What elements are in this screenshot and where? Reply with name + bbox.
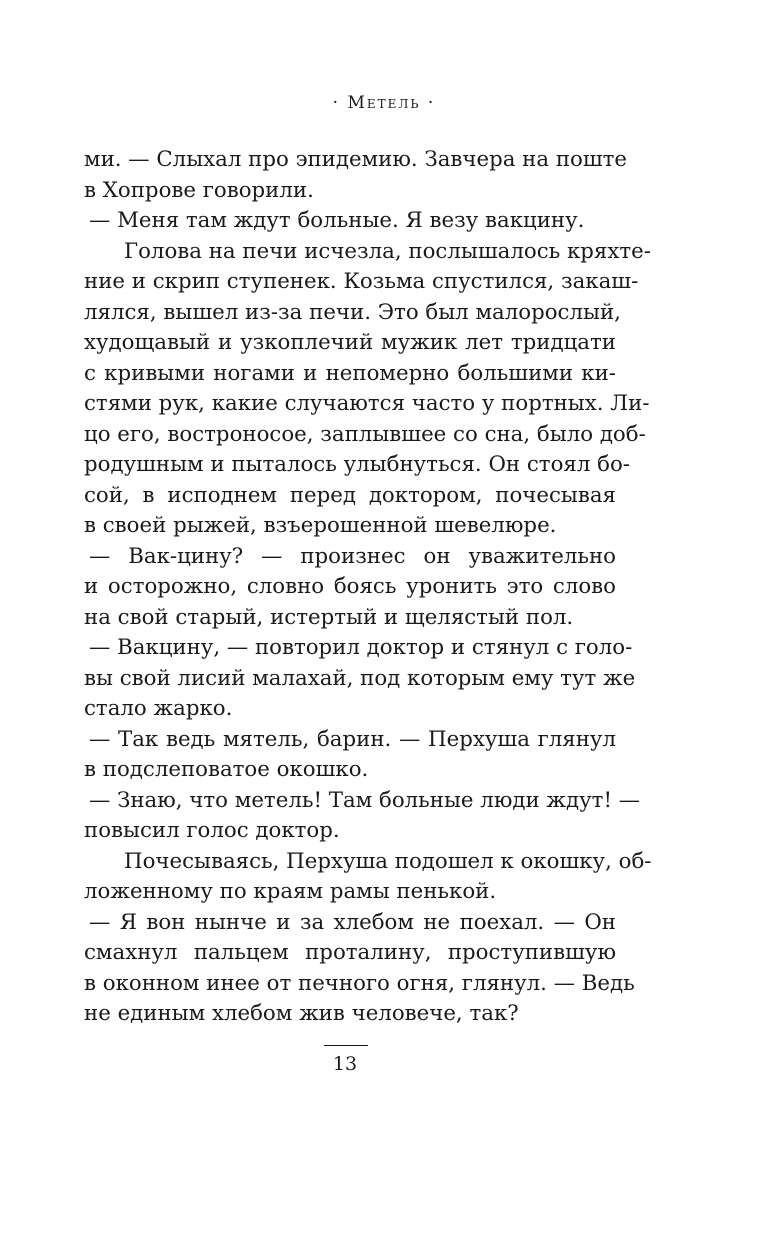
- text-line: — Так ведь мятель, барин. — Перхуша глянул: [89, 726, 616, 752]
- text-line: с кривыми ногами и непомерно большими ки-: [84, 360, 616, 386]
- text-line: стало жарко.: [84, 696, 233, 721]
- text-line: ми. — Слыхал про эпидемию. Завчера на поште: [84, 147, 628, 172]
- text-line: в подслеповатое окошко.: [84, 757, 369, 782]
- text-line: родушным и пыталось улыбнуться. Он стоял бо-: [84, 452, 630, 477]
- text-line: цо его, востроносое, заплывшее со сна, было доб-: [84, 421, 646, 447]
- text-line: — Знаю, что метель! Там больные люди ждут! —: [89, 787, 641, 813]
- running-head: · Метель ·: [332, 93, 436, 113]
- text-line: на свой старый, истертый и щелястый пол.: [84, 604, 574, 630]
- text-line: стями рук, какие случаются часто у портных. Ли-: [84, 391, 650, 416]
- text-line: — Я вон нынче и за хлебом не поехал. — Он: [89, 909, 616, 935]
- text-line: худощавый и узкоплечий мужик лет тридцати: [84, 330, 616, 355]
- text-line: не единым хлебом жив человече, так?: [84, 1001, 519, 1026]
- text-line: — Меня там ждут больные. Я везу вакцину.: [89, 208, 585, 233]
- text-line: сой, в исподнем перед доктором, почесывая: [84, 482, 616, 508]
- text-line: повысил голос доктор.: [84, 818, 340, 843]
- text-line: — Вакцину, — повторил доктор и стянул с голо-: [89, 635, 633, 660]
- text-line: — Вак-цину? — произнес он уважительно: [89, 543, 616, 569]
- text-line: в оконном инее от печного огня, глянул. — Ведь: [84, 970, 635, 996]
- text-line: в своей рыжей, взъерошенной шевелюре.: [84, 513, 557, 538]
- text-line: Почесываясь, Перхуша подошел к окошку, об-: [124, 848, 652, 874]
- text-line: смахнул пальцем проталину, проступившую: [84, 940, 616, 965]
- text-line: лялся, вышел из-за печи. Это был малорослый,: [84, 299, 621, 325]
- text-line: Голова на печи исчезла, послышалось кряхте-: [124, 238, 651, 264]
- text-line: в Хопрове говорили.: [84, 177, 314, 203]
- text-line: ние и скрип ступенек. Козьма спустился, закаш-: [84, 269, 639, 294]
- text-line: ложенному по краям рамы пенькой.: [84, 879, 497, 904]
- text-line: и осторожно, словно боясь уронить это слово: [84, 574, 616, 599]
- page-number: 13: [332, 1053, 358, 1075]
- text-line: вы свой лисий малахай, под которым ему тут же: [84, 665, 636, 691]
- footer-rule: [324, 1045, 368, 1046]
- body-text: [84, 145, 652, 1030]
